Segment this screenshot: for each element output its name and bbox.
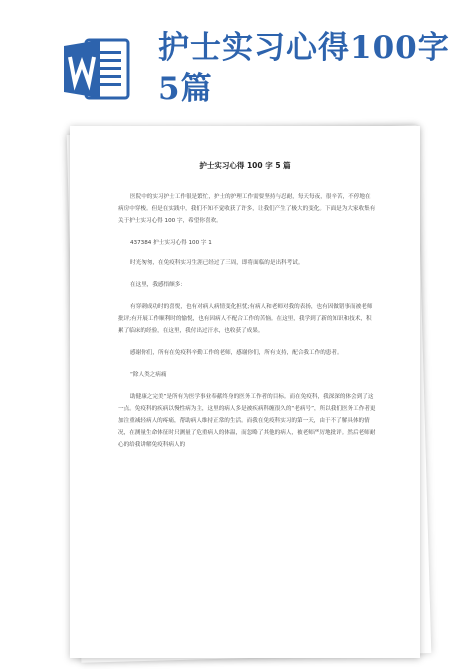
page-title: 护士实习心得100字5篇 <box>158 30 450 107</box>
paragraph: 助健康之完美”是所有为医学事业奉献终身的医务工作者的目标。而在免疫科，我深深的体会到了这一点。免疫科的疾病以慢性病为主，这里的病人多是被疾病科缠很久的“老病号”，所以我们医务工作者更加注重减轻病人的疼痛，帮助病人维持正常的生活。而我在免疫科实习的第一天，由于不了解具体的情况，在测量生命体征时只测量了危重病人的体温，而忽略了其他的病人，被老师严厉地批评。然后老师耐心的给我讲解免疫科病人的 <box>118 394 376 448</box>
document-body <box>118 191 376 461</box>
paragraph: 在这里，我感悟颇多： <box>130 282 186 288</box>
header-banner <box>0 0 474 120</box>
paragraph: 感谢你们，所有在免疫科辛勤工作的老师，感谢你们，所有支持，配合我工作的患者。 <box>130 350 343 356</box>
paragraph: 时光匆匆，在免疫科实习生涯已经过了三周，即将面临的是出科考试。 <box>130 260 304 266</box>
paragraph: 有穿刺成功时的喜悦，也有对病人病情变化担忧;有病人和老师对我的表扬，也有因做错事而被老师批评;有开展工作顺利时的愉悦，也有因病人不配合工作的苦恼。在这里，我学到了新的知识和技术，积累了临床的经验，在这里，我付出过汗水，也收获了成果。 <box>118 304 373 334</box>
paragraph: 医院中的实习护士工作很是繁忙，护士的护理工作需要坚持与忍耐，每天每夜，很辛苦，不停地在病房中穿梭。但是在实践中，我们不知不觉收获了许多，让我们产生了极大的变化。下面是为大家收集有关于护士实习心得 100 字，希望你喜欢。 <box>118 194 376 224</box>
paragraph: 437384 护士实习心得 100 字 1 <box>130 240 212 246</box>
word-document-icon <box>62 36 132 102</box>
document-title: 护士实习心得 100 字 5 篇 <box>199 161 291 170</box>
paragraph: “除人类之病痛 <box>130 372 167 378</box>
document-page <box>70 126 420 658</box>
